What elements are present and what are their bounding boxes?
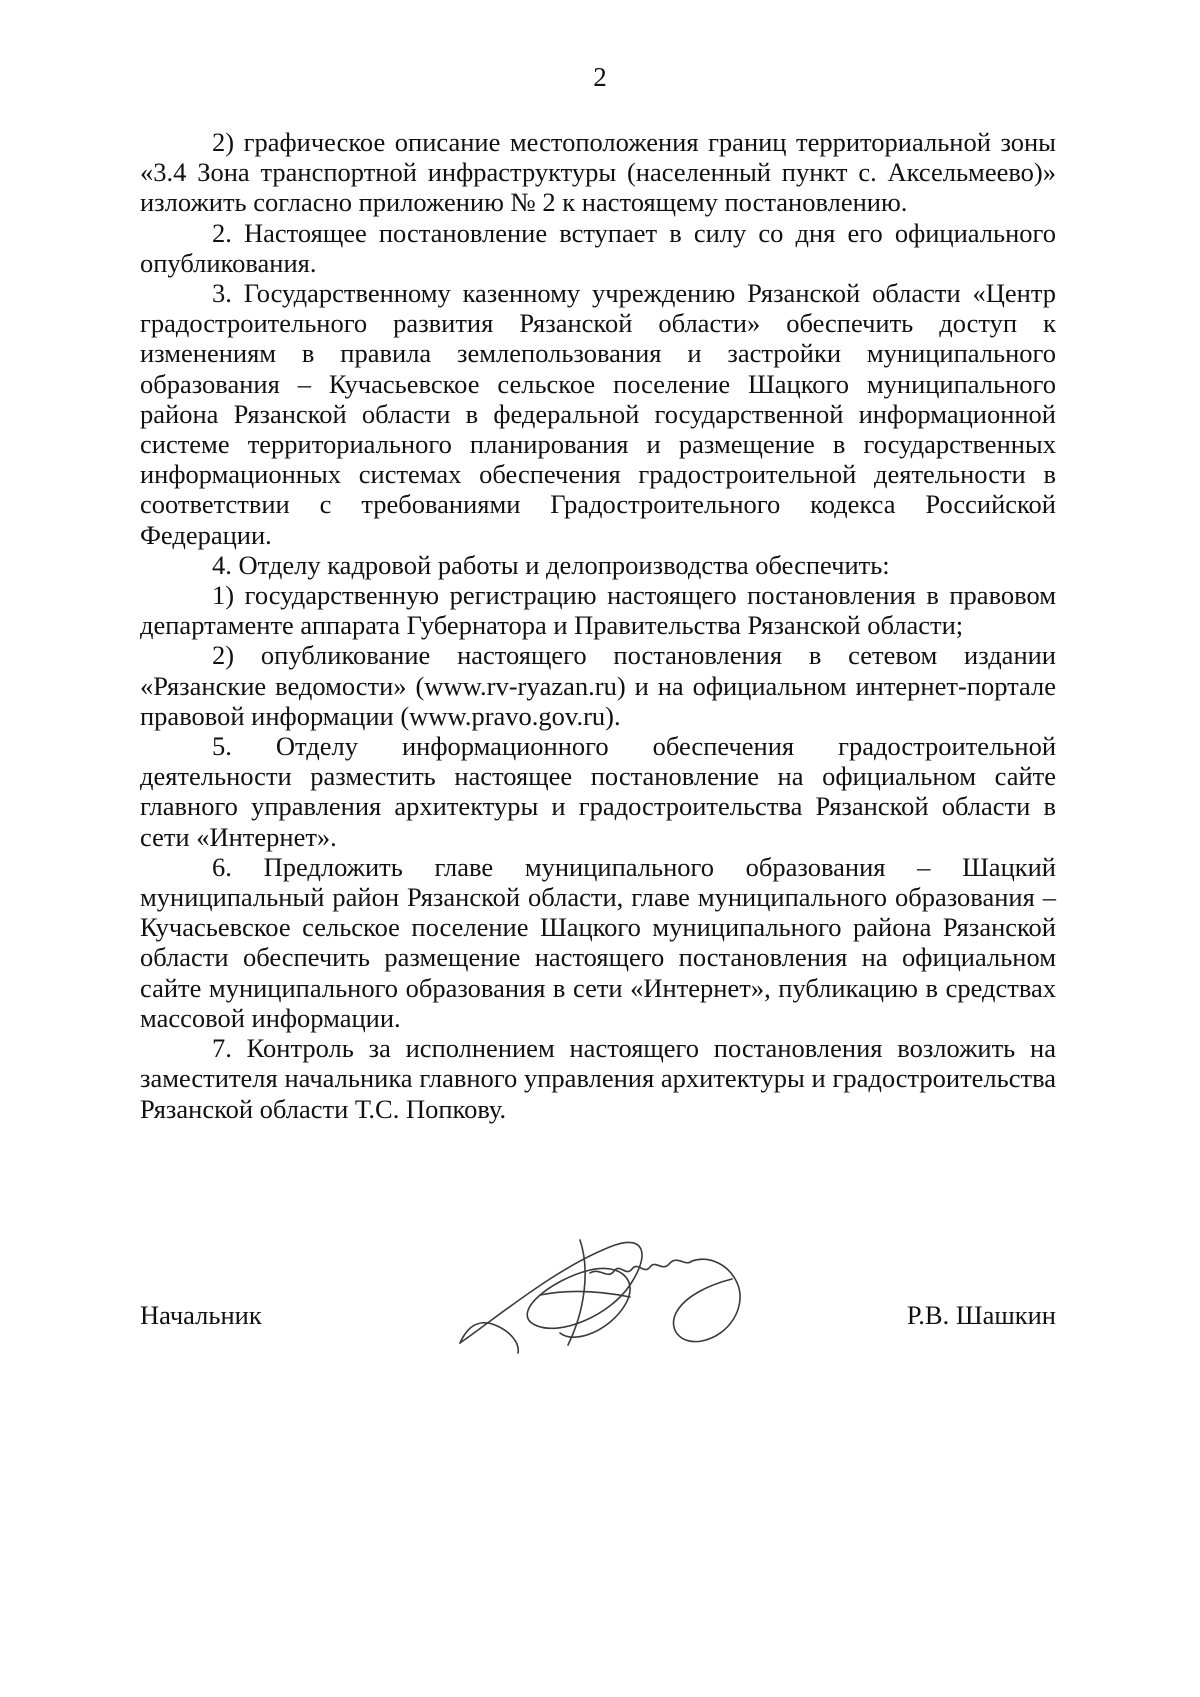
paragraph-item-4-2: 2) опубликование настоящего постановления в сетевом издании «Рязанские ведомости» (www.rv-ryazan.ru) и на официальном интернет-портале правовой информации (www.pravo.gov.ru). (140, 640, 1056, 731)
paragraph-item-4: 4. Отделу кадровой работы и делопроизводства обеспечить: (212, 549, 890, 580)
paragraph-item-3: 3. Государственному казенному учреждению Рязанской области «Центр градостроительного развития Рязанской области» обеспечить доступ к изменениям в правила землепользования и застройки муниципального образования – Кучасьевское сельское поселение Шацкого муниципального района Рязанской области в федеральной государственной информационной системе территориального планирования и размещение в государственных информационных системах обеспечения градостроительной деятельности в соответствии с требованиями Градостроительного кодекса Российской Федерации. (140, 278, 1056, 550)
page-number: 2 (593, 62, 607, 92)
paragraph-item-4-1: 1) государственную регистрацию настоящего постановления в правовом департаменте аппарата Губернатора и Правительства Рязанской области; (140, 580, 1056, 641)
paragraph-item-2: 2. Настоящее постановление вступает в силу со дня его официального опубликования. (140, 217, 1056, 278)
signatory-name: Р.В. Шашкин (906, 1300, 1056, 1330)
paragraph-item-5: 5. Отделу информационного обеспечения градостроительной деятельности разместить настоящее постановление на официальном сайте главного управления архитектуры и градостроительства Рязанской области в сети «Интернет». (140, 731, 1056, 852)
paragraph-item-6: 6. Предложить главе муниципального образования – Шацкий муниципальный район Рязанской области, главе муниципального образования – Кучасьевское сельское поселение Шацкого муниципального района Рязанской области обеспечить размещение настоящего постановления на официальном сайте муниципального образования в сети «Интернет», публикацию в средствах массовой информации. (140, 851, 1056, 1033)
paragraph-item-7: 7. Контроль за исполнением настоящего постановления возложить на заместителя начальника главного управления архитектуры и градостроительства Рязанской области Т.С. Попкову. (140, 1033, 1056, 1124)
signatory-title: Начальник (140, 1300, 262, 1330)
handwritten-signature (440, 1225, 780, 1365)
paragraph-zone-description: 2) графическое описание местоположения границ территориальной зоны «3.4 Зона транспортной инфраструктуры (населенный пункт с. Аксельмеево)» изложить согласно приложению № 2 к настоящему постановлению. (140, 127, 1056, 218)
document-body (140, 127, 1056, 1124)
